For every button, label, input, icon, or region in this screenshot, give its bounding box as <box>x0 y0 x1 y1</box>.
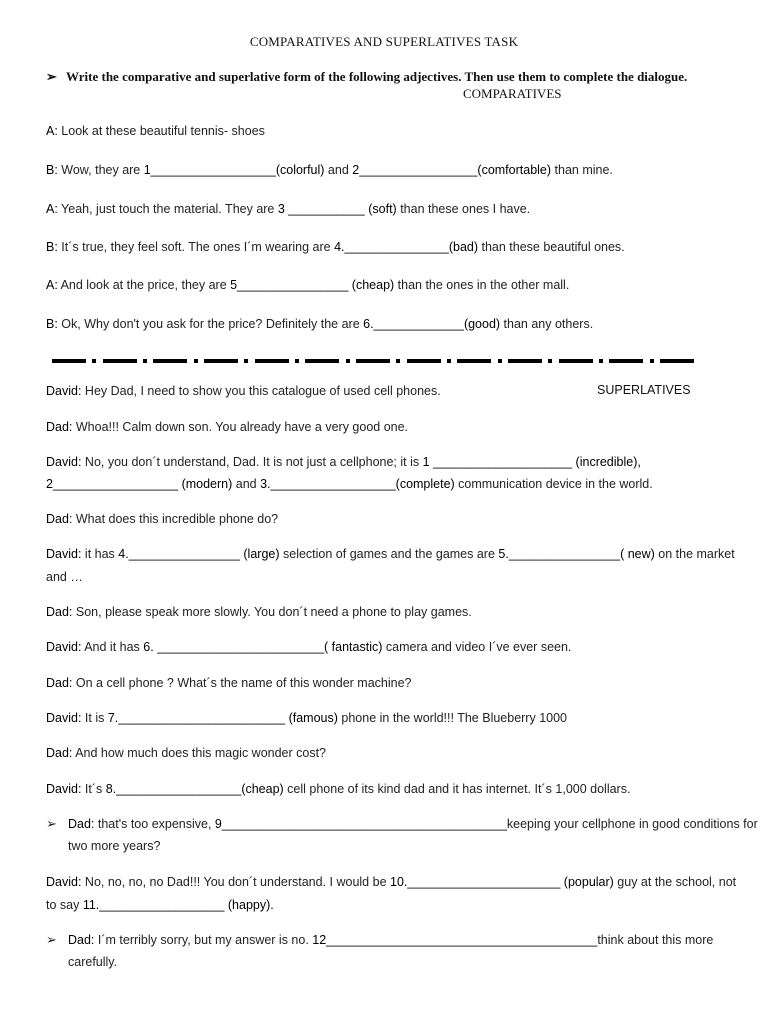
dialogue-line: A: Look at these beautiful tennis- shoes <box>46 124 265 138</box>
dialogue-line: ➢ Dad: that's too expensive, 9_________________________________________keeping your cellphone in good conditions for <box>46 813 722 835</box>
dialogue-line: A: Yeah, just touch the material. They are 3 ___________ (soft) than these ones I have. <box>46 202 531 216</box>
bullet-arrow-icon: ➢ <box>46 932 57 947</box>
dialogue-line: Dad: Whoa!!! Calm down son. You already have a very good one. <box>46 420 409 434</box>
bullet-arrow-icon: ➢ <box>46 69 57 84</box>
dialogue-line: Dad: And how much does this magic wonder cost? <box>46 746 327 760</box>
section-divider <box>52 356 694 366</box>
answer-blank-2[interactable]: 2__________________ <box>46 477 179 491</box>
dialogue-line: B: It´s true, they feel soft. The ones I´m wearing are 4._______________(bad) than these beautiful ones. <box>46 240 625 254</box>
dialogue-line: David: No, no, no, no Dad!!! You don´t understand. I would be 10.______________________ (popular) guy at the school, not <box>46 875 737 889</box>
dialogue-line: David: it has 4.________________ (large) selection of games and the games are 5.________________( new) on the market <box>46 547 735 561</box>
page-title: COMPARATIVES AND SUPERLATIVES TASK <box>249 34 519 49</box>
dialogue-line: B: Wow, they are 1__________________(colorful) and 2_________________(comfortable) than mine. <box>46 163 613 177</box>
answer-blank-5[interactable]: 5________________ <box>230 278 349 292</box>
answer-blank-12[interactable]: 12_______________________________________ <box>312 933 598 947</box>
dialogue-line: David: No, you don´t understand, Dad. It is not just a cellphone; it is 1 ____________________ (incredible), <box>46 455 641 469</box>
dialogue-line: David: It´s 8.__________________(cheap) cell phone of its kind dad and it has internet. It´s 1,000 dollars. <box>46 782 631 796</box>
answer-blank-4[interactable]: 4.________________ <box>118 547 240 561</box>
answer-blank-11[interactable]: 11.__________________ <box>82 898 225 912</box>
dialogue-line: two more years? <box>68 839 161 853</box>
instruction <box>46 68 746 86</box>
dialogue-line: 2__________________ (modern) and 3.__________________(complete) communication device in the world. <box>46 477 653 491</box>
answer-blank-1[interactable]: 1 ____________________ <box>422 455 573 469</box>
answer-blank-2[interactable]: 2_________________ <box>352 163 478 177</box>
instruction-text: Write the comparative and superlative form of the following adjectives. Then use them to complete the dialogue. <box>66 69 688 84</box>
answer-blank-7[interactable]: 7.________________________ <box>107 711 286 725</box>
answer-blank-3[interactable]: 3 ___________ <box>277 202 365 216</box>
answer-blank-5[interactable]: 5.________________ <box>498 547 621 561</box>
dialogue-line: ➢ Dad: I´m terribly sorry, but my answer is no. 12_______________________________________think about this more <box>46 929 722 951</box>
dialogue-line: B: Ok, Why don't you ask for the price? Definitely the are 6._____________(good) than any others. <box>46 317 594 331</box>
answer-blank-10[interactable]: 10.______________________ <box>390 875 561 889</box>
answer-blank-3[interactable]: 3.__________________ <box>260 477 396 491</box>
answer-blank-6[interactable]: 6. ________________________ <box>143 640 325 654</box>
comparatives-heading: COMPARATIVES <box>463 86 562 101</box>
dialogue-line: Dad: Son, please speak more slowly. You don´t need a phone to play games. <box>46 605 472 619</box>
answer-blank-8[interactable]: 8.__________________ <box>105 782 242 796</box>
dialogue-line: David: It is 7.________________________ (famous) phone in the world!!! The Blueberry 1000 <box>46 711 568 725</box>
dialogue-line: A: And look at the price, they are 5________________ (cheap) than the ones in the other mall. <box>46 278 570 292</box>
dialogue-line: to say 11.__________________ (happy). <box>46 898 274 912</box>
answer-blank-6[interactable]: 6._____________ <box>363 317 464 331</box>
answer-blank-9[interactable]: 9_________________________________________ <box>214 817 507 831</box>
answer-blank-4[interactable]: 4._______________ <box>334 240 449 254</box>
dialogue-line: carefully. <box>68 955 118 969</box>
dialogue-line: Dad: On a cell phone ? What´s the name of this wonder machine? <box>46 676 412 690</box>
bullet-arrow-icon: ➢ <box>46 816 57 831</box>
dialogue-line: and … <box>46 570 83 584</box>
dialogue-line: Dad: What does this incredible phone do? <box>46 512 279 526</box>
dialogue-line: David: Hey Dad, I need to show you this catalogue of used cell phones. <box>46 384 441 398</box>
dialogue-line: David: And it has 6. ________________________( fantastic) camera and video I´ve ever seen. <box>46 640 572 654</box>
superlatives-heading: SUPERLATIVES <box>597 383 691 397</box>
answer-blank-1[interactable]: 1__________________ <box>143 163 276 177</box>
